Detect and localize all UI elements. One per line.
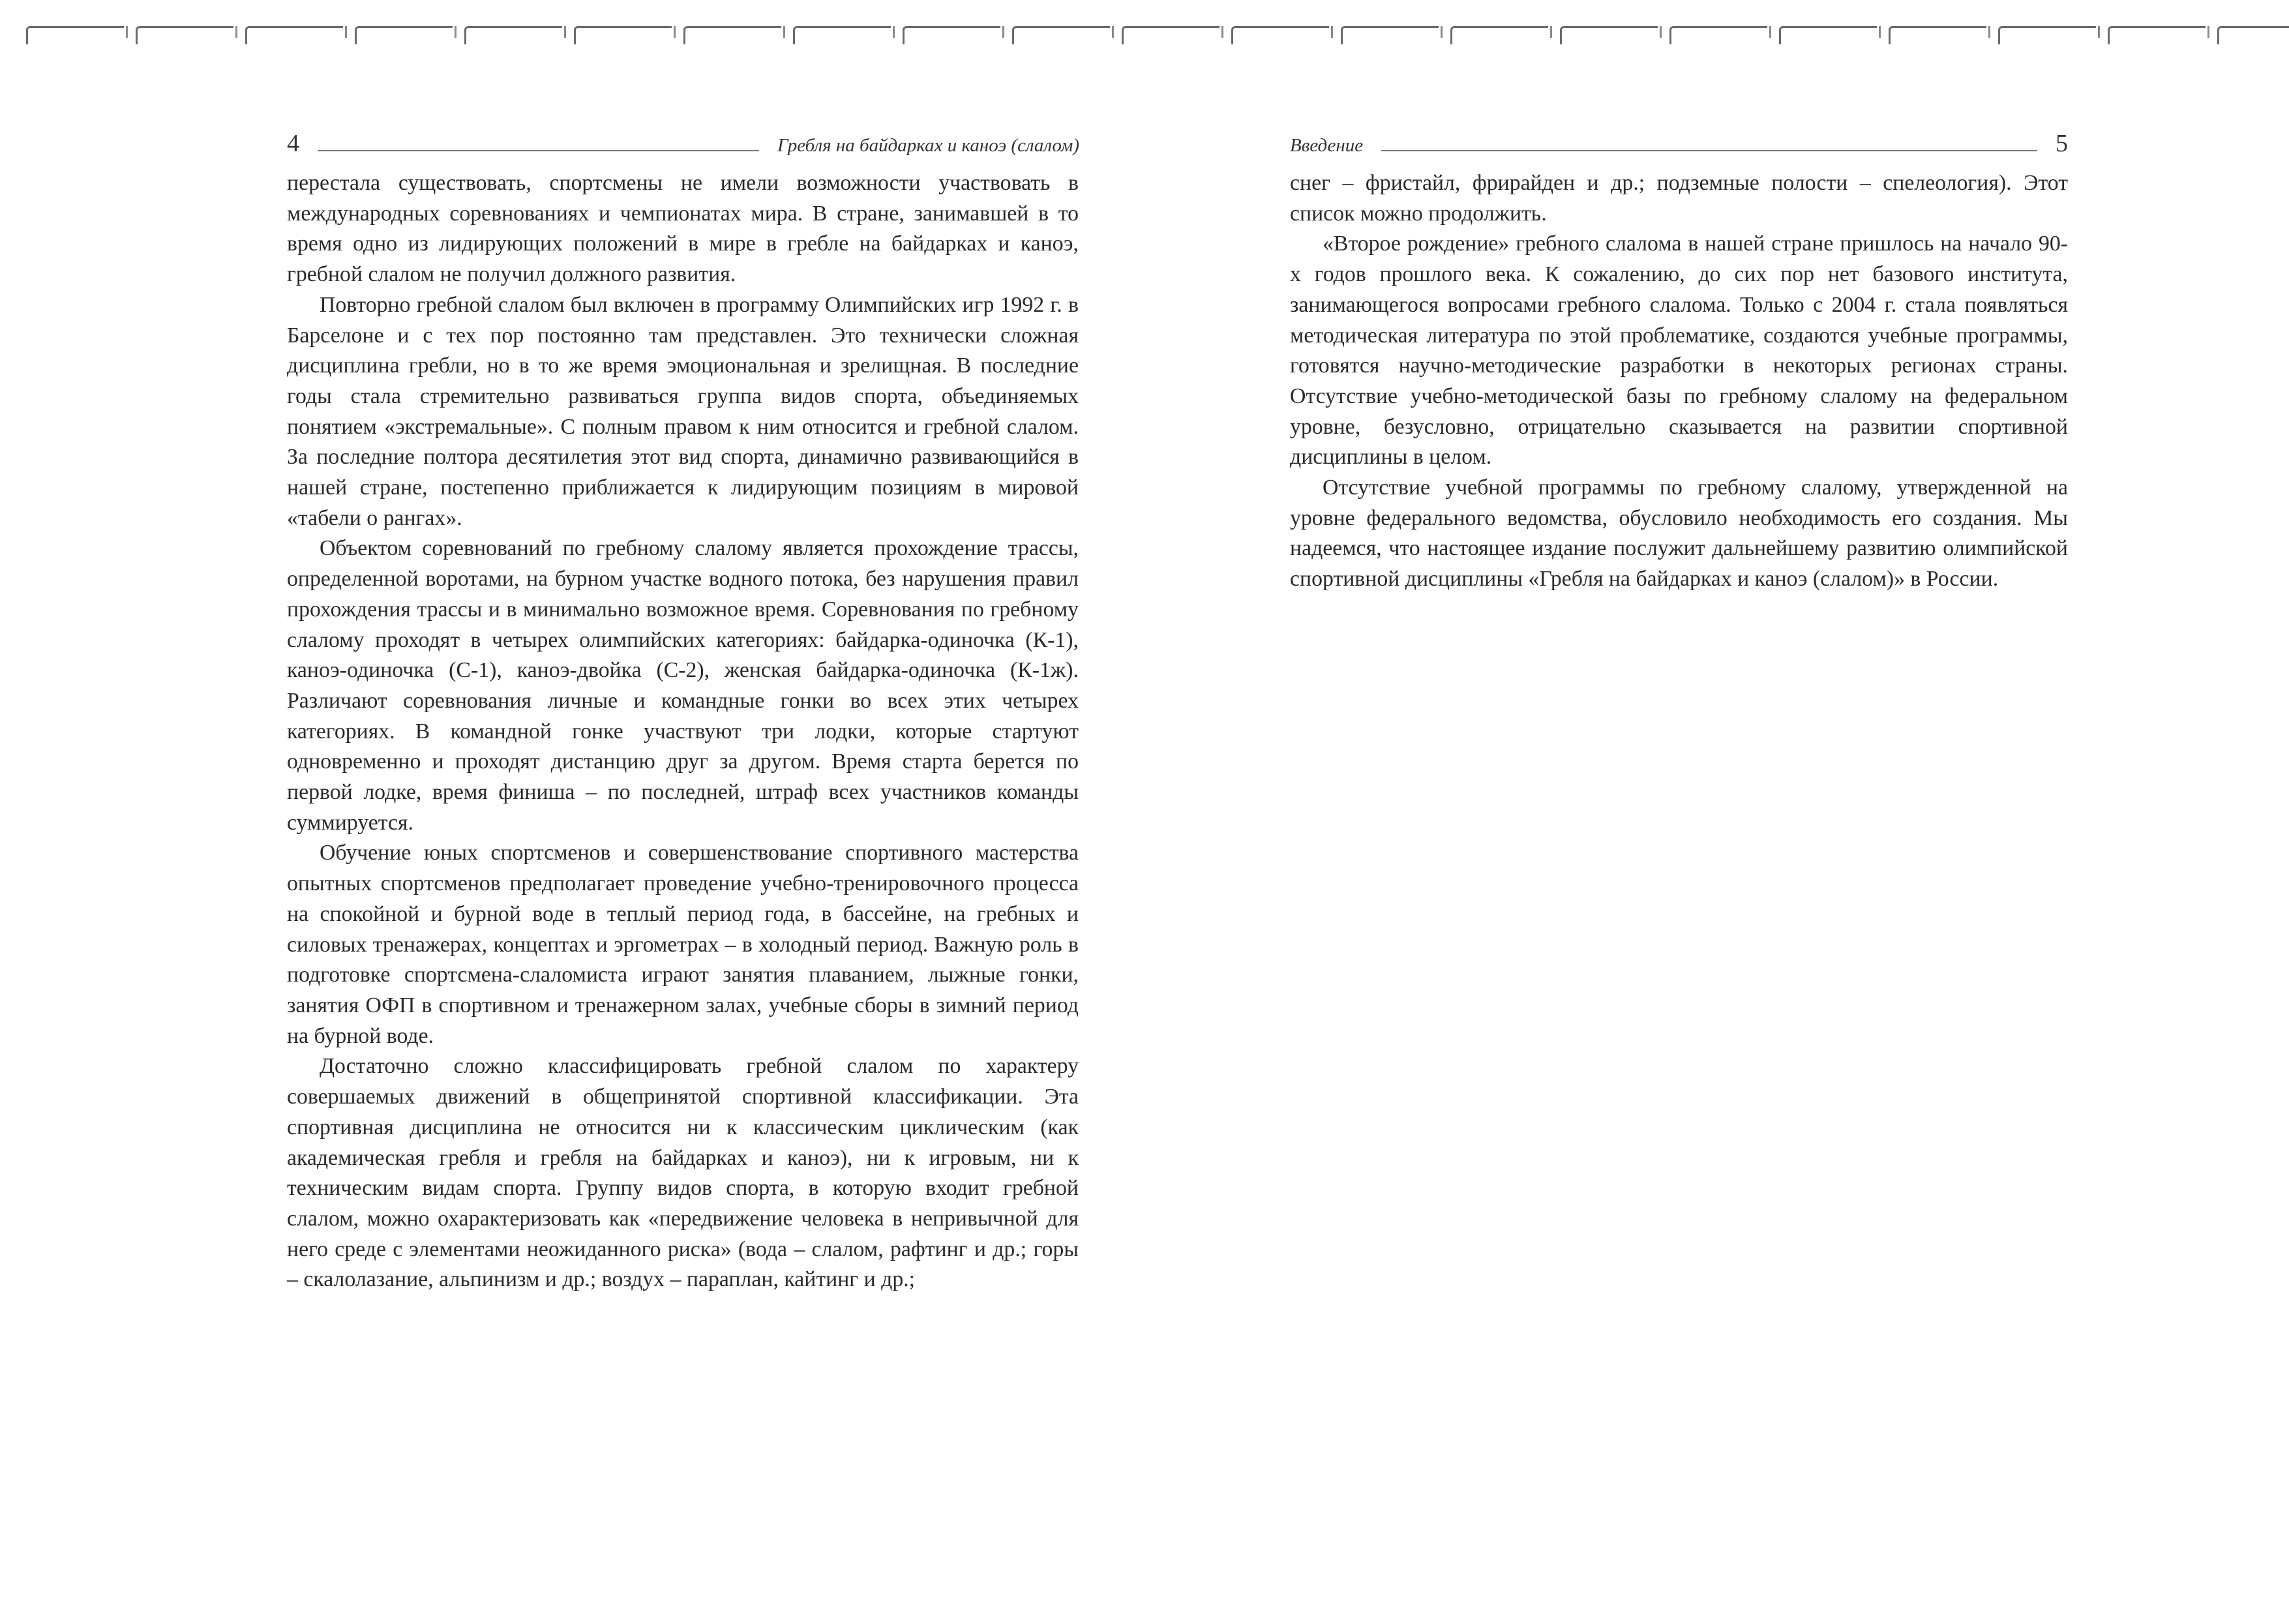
- header-rule: [1381, 150, 2037, 151]
- left-page-text: [287, 168, 1079, 1295]
- right-running-title: Введение: [1290, 135, 1364, 156]
- right-page-header: [1290, 124, 2068, 157]
- paragraph: снег – фристайл, фрирайден и др.; подземные полости – спелеология). Этот список можно продолжить.: [1290, 171, 2068, 226]
- right-page-number: 5: [2056, 130, 2068, 157]
- left-page-header: [287, 124, 1079, 157]
- paragraph: Повторно гребной слалом был включен в программу Олимпийских игр 1992 г. в Барселоне и с тех пор постоянно там представлен. Это технически сложная дисциплина гребли, но в то же время эмоциональная и зрелищная. В последние годы стала стремительно развиваться группа видов спорта, объединяемых понятием «экстремальные». С полным правом к ним относится и гребной слалом. За последние полтора десятилетия этот вид спорта, динамично развивающийся в нашей стране, постепенно приближается к лидирующим позициям в мировой «табели о рангах».: [287, 292, 1079, 530]
- right-page: [1144, 0, 2289, 1624]
- paragraph: Обучение юных спортсменов и совершенствование спортивного мастерства опытных спортсменов предполагает проведение учебно-тренировочного процесса на спокойной и бурной воде в теплый период года, в бассейне, на гребных и силовых тренажерах, концептах и эргометрах – в холодный период. Важную роль в подготовке спортсмена-слаломиста играют занятия плаванием, лыжные гонки, занятия ОФП в спортивном и тренажерном залах, учебные сборы в зимний период на бурной воде.: [287, 841, 1079, 1048]
- paragraph: Отсутствие учебной программы по гребному слалому, утвержденной на уровне федерального ведомства, обусловило необходимость его создания. Мы надеемся, что настоящее издание послужит дальнейшему развитию олимпийской спортивной дисциплины «Гребля на байдарках и каноэ (слалом)» в России.: [1290, 475, 2068, 592]
- header-rule: [318, 150, 759, 151]
- right-page-text: [1290, 168, 2068, 595]
- paragraph: перестала существовать, спортсмены не имели возможности участвовать в международных соревнованиях и чемпионатах мира. В стране, занимавшей в то время одно из лидирующих положений в мире в гребле на байдарках и каноэ, гребной слалом не получил должного развития.: [287, 171, 1079, 287]
- left-page-number: 4: [287, 130, 299, 157]
- paragraph: Достаточно сложно классифицировать гребной слалом по характеру совершаемых движений в общепринятой спортивной классификации. Эта спортивная дисциплина не относится ни к классическим циклическим (как академическая гребля и гребля на байдарках и каноэ), ни к игровым, ни к техническим видам спорта. Группу видов спорта, в которую входит гребной слалом, можно охарактеризовать как «передвижение человека в непривычной для него среде с элементами неожиданного риска» (вода – слалом, рафтинг и др.; горы – скалолазание, альпинизм и др.; воздух – параплан, кайтинг и др.;: [287, 1054, 1079, 1292]
- paragraph: «Второе рождение» гребного слалома в нашей стране пришлось на начало 90-х годов прошлого века. К сожалению, до сих пор нет базового института, занимающегося вопросами гребного слалома. Только с 2004 г. стала появляться методическая литература по этой проблематике, создаются учебные программы, готовятся научно-методические разработки в некоторых регионах страны. Отсутствие учебно-методической базы по гребному слалому на федеральном уровне, безусловно, отрицательно сказывается на развитии спортивной дисциплины в целом.: [1290, 232, 2068, 470]
- left-page: [0, 0, 1144, 1624]
- left-running-title: Гребля на байдарках и каноэ (слалом): [777, 135, 1079, 156]
- paragraph: Объектом соревнований по гребному слалому является прохождение трассы, определенной воротами, на бурном участке водного потока, без нарушения правил прохождения трассы и в минимально возможное время. Соревнования по гребному слалому проходят в четырех олимпийских категориях: байдарка-одиночка (К-1), каноэ-одиночка (С-1), каноэ-двойка (С-2), женская байдарка-одиночка (К-1ж). Различают соревнования личные и командные гонки во всех этих четырех категориях. В командной гонке участвуют три лодки, которые стартуют одновременно и проходят дистанцию друг за другом. Время старта берется по первой лодке, время финиша – по последней, штраф всех участников команды суммируется.: [287, 536, 1079, 835]
